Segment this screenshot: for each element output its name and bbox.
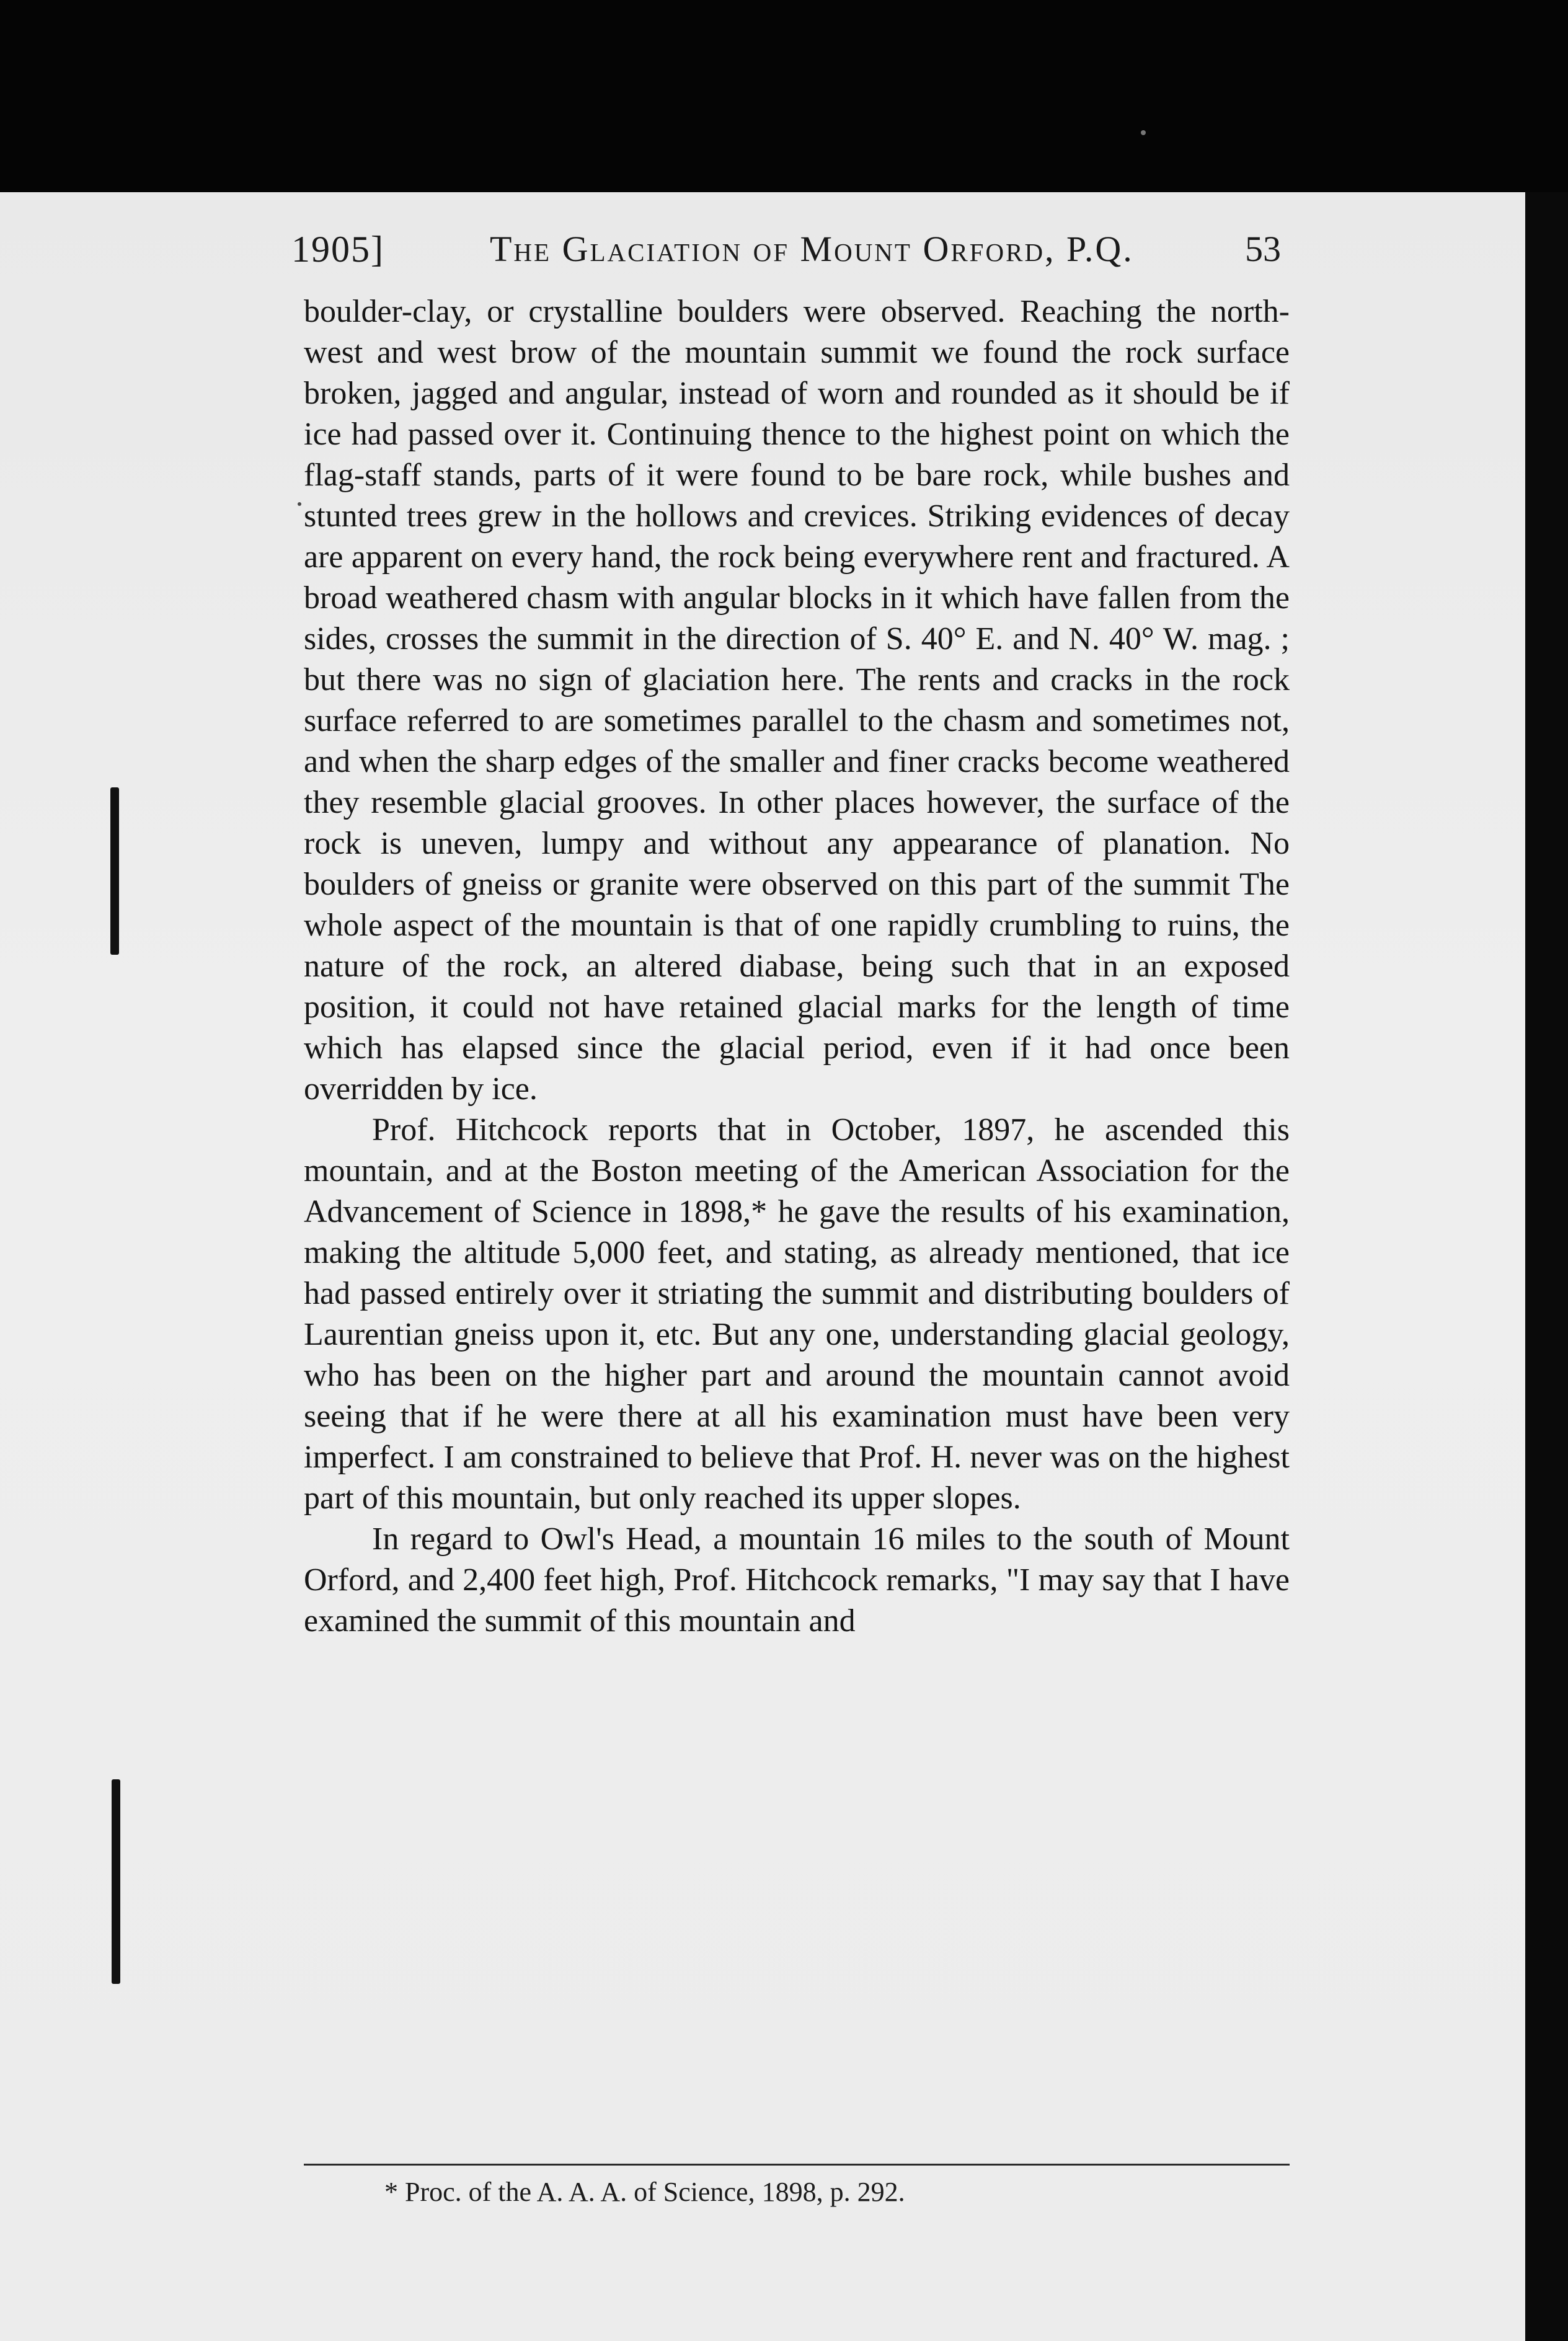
margin-mark-upper (110, 787, 119, 955)
scan-speck (1141, 130, 1146, 135)
running-head (0, 228, 1525, 284)
footnote-rule (304, 2164, 1290, 2166)
scan-border-top (0, 0, 1568, 192)
paragraph-1: boulder-clay, or crystalline boulders were observed. Reaching the north-west and west brow of the mountain summit we found the rock surface broken, jagged and angular, instead of worn and rounded as it should be if ice had passed over it. Continuing thence to the highest point on which the flag-staff stands, parts of it were found to be bare rock, while bushes and stunted trees grew in the hollows and crevices. Striking evidences of decay are apparent on every hand, the rock being everywhere rent and fractured. A broad weathered chasm with angular blocks in it which have fallen from the sides, crosses the summit in the direction of S. 40° E. and N. 40° W. mag. ; but there was no sign of glaciation here. The rents and cracks in the rock surface referred to are sometimes parallel to the chasm and sometimes not, and when the sharp edges of the smaller and finer cracks become weathered they resemble glacial grooves. In other places however, the surface of the rock is uneven, lumpy and without any appearance of planation. No boulders of gneiss or granite were observed on this part of the summit The whole aspect of the mountain is that of one rapidly crumbling to ruins, the nature of the rock, an altered diabase, being such that in an exposed position, it could not have retained glacial marks for the length of time which has elapsed since the glacial period, even if it had once been overridden by ice. (304, 294, 1290, 1107)
running-head-title: The Glaciation of Mount Orford, P.Q. (490, 229, 1134, 269)
page-edge-shadow (1525, 192, 1568, 2341)
scan-speck (298, 502, 301, 506)
body-text (304, 291, 1290, 1642)
paragraph-2: Prof. Hitchcock reports that in October, 1897, he ascended this mountain, and at the Boston meeting of the American Association for the Advancement of Science in 1898,* he gave the results of his examination, making the altitude 5,000 feet, and stating, as already mentioned, that ice had passed entirely over it striating the summit and distributing boulders of Laurentian gneiss upon it, etc. But any one, understanding glacial geology, who has been on the higher part and around the mountain cannot avoid seeing that if he were there at all his examination must have been very imperfect. I am constrained to believe that Prof. H. never was on the highest part of this mountain, but only reached its upper slopes. (304, 1112, 1290, 1516)
paragraph-3: In regard to Owl's Head, a mountain 16 miles to the south of Mount Orford, and 2,400 feet high, Prof. Hitchcock remarks, "I may say that I have examined the summit of this mountain and (304, 1521, 1290, 1639)
page-number: 53 (1245, 229, 1281, 269)
running-head-year: 1905] (291, 229, 384, 270)
margin-mark-lower (112, 1779, 120, 1984)
footnote: * Proc. of the A. A. A. of Science, 1898, p. 292. (384, 2177, 905, 2207)
